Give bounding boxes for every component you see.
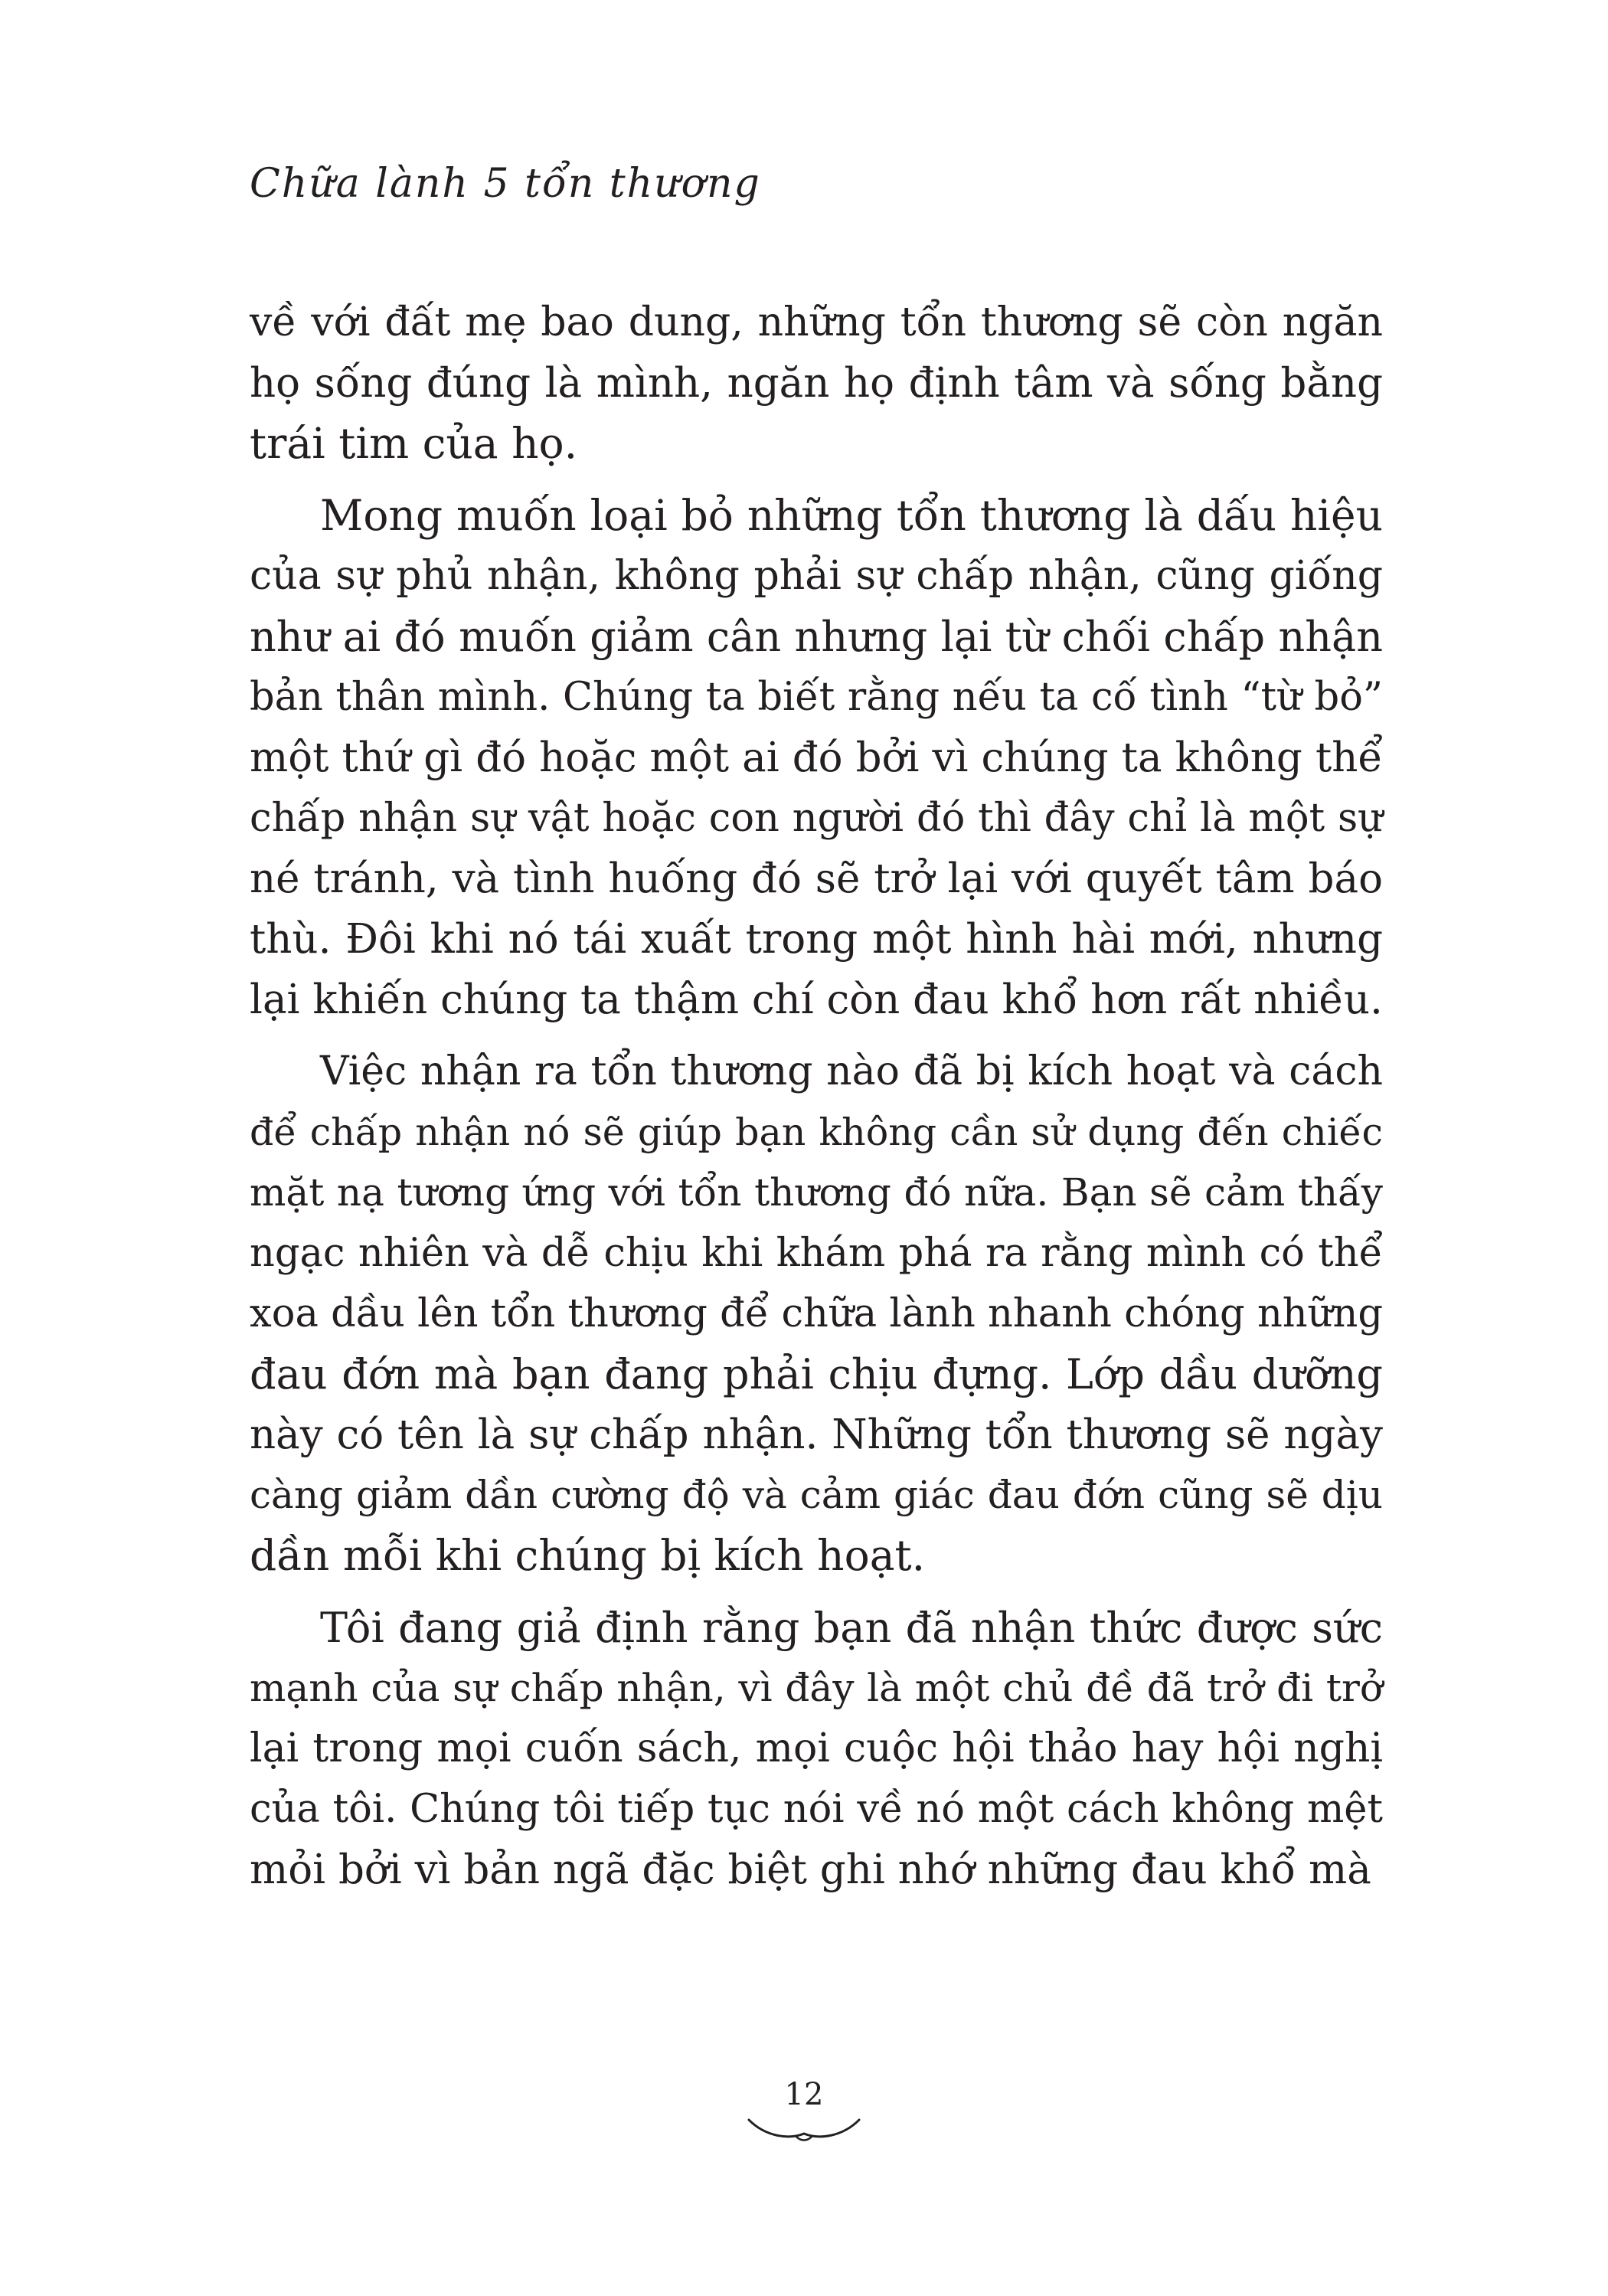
text-line: họ sống đúng là mình, ngăn họ định tâm và sống bằng [250,360,1383,407]
paragraph [250,1598,1383,1900]
text-line: né tránh, và tình huống đó sẽ trở lại với quyết tâm báo [250,855,1383,902]
text-line: của tôi. Chúng tôi tiếp tục nói về nó một cách không mệt [250,1787,1383,1832]
text-line: trái tim của họ. [250,419,578,468]
text-line: chấp nhận sự vật hoặc con người đó thì đây chỉ là một sự [250,796,1383,841]
text-line: này có tên là sự chấp nhận. Những tổn thương sẽ ngày [250,1411,1383,1458]
text-line: một thứ gì đó hoặc một ai đó bởi vì chúng ta không thể [250,734,1383,781]
text-line: lại khiến chúng ta thậm chí còn đau khổ hơn rất nhiều. [250,976,1383,1023]
text-line: thù. Đôi khi nó tái xuất trong một hình hài mới, nhưng [250,916,1383,963]
body-text [250,293,1383,1912]
text-line: để chấp nhận nó sẽ giúp bạn không cần sử dụng đến chiếc [250,1110,1383,1154]
text-line: dần mỗi khi chúng bị kích hoạt. [250,1531,926,1580]
text-line: Mong muốn loại bỏ những tổn thương là dấu hiệu [320,491,1383,540]
text-line: ngạc nhiên và dễ chịu khi khám phá ra rằng mình có thể [250,1231,1383,1276]
text-line: Việc nhận ra tổn thương nào đã bị kích hoạt và cách [320,1048,1383,1094]
page-footer [0,2077,1608,2144]
running-header: Chữa lành 5 tổn thương [250,161,761,207]
ornament-swash-icon [743,2114,865,2144]
paragraph [250,486,1383,1030]
text-line: mỏi bởi vì bản ngã đặc biệt ghi nhớ những đau khổ mà [250,1846,1371,1893]
text-line: đau đớn mà bạn đang phải chịu đựng. Lớp dầu dưỡng [250,1350,1383,1398]
paragraph [250,293,1383,474]
paragraph [250,1042,1383,1586]
text-line: về với đất mẹ bao dung, những tổn thương sẽ còn ngăn [250,299,1383,345]
page-number: 12 [784,2077,824,2112]
text-line: Tôi đang giả định rằng bạn đã nhận thức được sức [320,1604,1383,1652]
text-line: lại trong mọi cuốn sách, mọi cuộc hội thảo hay hội nghị [250,1725,1383,1771]
text-line: như ai đó muốn giảm cân nhưng lại từ chối chấp nhận [250,613,1383,661]
text-line: mạnh của sự chấp nhận, vì đây là một chủ đề đã trở đi trở [250,1666,1383,1710]
text-line: càng giảm dần cường độ và cảm giác đau đớn cũng sẽ dịu [250,1473,1383,1517]
text-line: bản thân mình. Chúng ta biết rằng nếu ta cố tình “từ bỏ” [250,675,1383,720]
text-line: của sự phủ nhận, không phải sự chấp nhận, cũng giống [250,553,1383,599]
text-line: mặt nạ tương ứng với tổn thương đó nữa. Bạn sẽ cảm thấy [250,1170,1383,1215]
text-line: xoa dầu lên tổn thương để chữa lành nhanh chóng những [250,1291,1383,1336]
